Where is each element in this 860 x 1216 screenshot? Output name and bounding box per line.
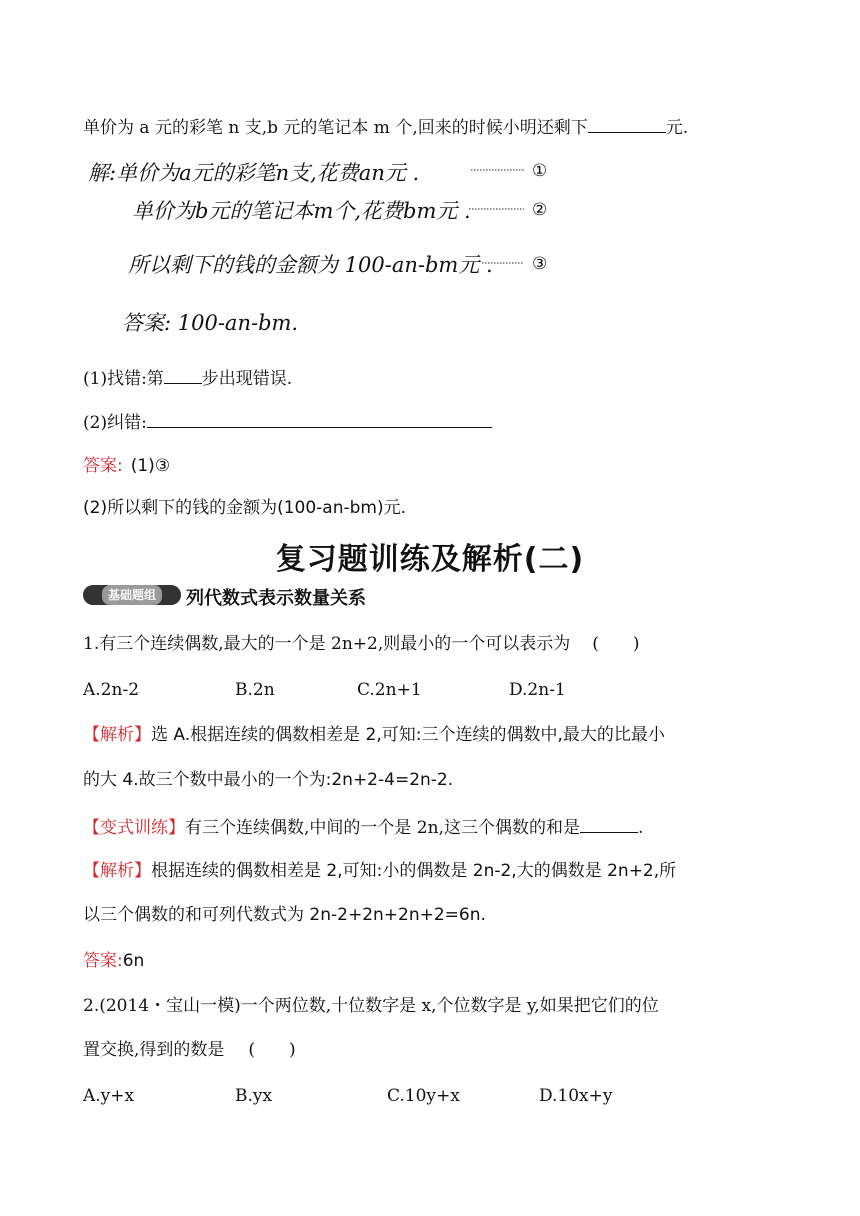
section-heading: 列代数式表示数量关系	[186, 588, 366, 609]
q1-variant-line	[83, 814, 643, 839]
q1-analysis-text1: 选 A.根据连续的偶数相差是 2,可知:三个连续的偶数中,最大的比最小	[151, 725, 665, 745]
q1-analysis-line1	[83, 724, 665, 746]
q1-stem: 1.有三个连续偶数,最大的一个是 2n+2,则最小的一个可以表示为	[83, 634, 571, 654]
variant-blank	[580, 814, 638, 833]
find-error-line	[83, 365, 292, 390]
q2-stem-text1: 2.(2014・宝山一模)一个两位数,十位数字是 x,个位数字是 y,如果把它们的位	[83, 996, 659, 1016]
answer-part2: (2)所以剩下的钱的金额为(100-an-bm)元.	[83, 498, 407, 518]
intro-text: 单价为 a 元的彩笔 n 支,b 元的笔记本 m 个,回来的时候小明还剩下	[83, 118, 588, 138]
section-tag-label: 基础题组	[102, 585, 162, 605]
handwritten-line-1: 解:单价为a元的彩笔n支,花费an元 .	[88, 161, 420, 185]
q1-variant-answer: 6n	[122, 951, 145, 971]
q1-option-d: D.2n-1	[509, 680, 566, 700]
step-mark-3: ③	[532, 254, 548, 274]
handwritten-line-4: 答案: 100-an-bm.	[122, 311, 299, 335]
q2-stem-line1	[83, 995, 659, 1017]
q1-variant-end: .	[637, 818, 644, 838]
q1-variant-text: 有三个连续偶数,中间的一个是 2n,这三个偶数的和是	[185, 818, 580, 838]
q2-option-d: D.10x+y	[539, 1086, 613, 1106]
q1-option-c: C.2n+1	[357, 680, 422, 700]
q1-variant-analysis-label: 【解析】	[83, 861, 151, 881]
q2-option-b: B.yx	[235, 1086, 273, 1106]
step-mark-1: ①	[532, 161, 548, 181]
q2-option-a: A.y+x	[83, 1086, 135, 1106]
correct-error-line	[83, 409, 492, 434]
q1-stem-line	[83, 633, 640, 655]
step-blank	[164, 365, 202, 384]
page-title: 复习题训练及解析(二)	[275, 542, 585, 577]
q1-paren: ( )	[592, 634, 640, 654]
q1-options	[83, 679, 661, 701]
handwritten-line-3: 所以剩下的钱的金额为 100-an-bm元 .	[128, 253, 493, 277]
q1-option-b: B.2n	[235, 680, 275, 700]
q2-paren: ( )	[248, 1040, 296, 1060]
q2-stem-text2: 置交换,得到的数是	[83, 1040, 225, 1060]
correction-blank	[147, 409, 492, 428]
q2-stem-line2	[83, 1039, 296, 1061]
q1-variant-analysis-line2	[83, 904, 486, 926]
q1-option-a: A.2n-2	[83, 680, 140, 700]
q1-variant-label: 【变式训练】	[83, 818, 185, 838]
intro-line	[83, 114, 688, 139]
handwritten-line-2: 单价为b元的笔记本m个,花费bm元 .	[132, 199, 471, 223]
q1-variant-analysis-line1	[83, 860, 676, 882]
intro-unit: 元.	[665, 118, 689, 138]
q2-option-c: C.10y+x	[387, 1086, 460, 1106]
handwritten-solution	[86, 152, 566, 342]
q1-analysis-line2	[83, 769, 453, 791]
q1-analysis-label: 【解析】	[83, 725, 151, 745]
find-error-prefix: (1)找错:第	[83, 369, 164, 389]
q1-variant-analysis-text1: 根据连续的偶数相差是 2,可知:小的偶数是 2n-2,大的偶数是 2n+2,所	[151, 861, 677, 881]
q1-variant-analysis-text2: 以三个偶数的和可列代数式为 2n-2+2n+2n+2=6n.	[83, 905, 486, 925]
answer-part1: (1)③	[130, 456, 171, 476]
step-mark-2: ②	[532, 200, 548, 220]
find-error-suffix: 步出现错误.	[201, 369, 293, 389]
q1-variant-answer-line	[83, 950, 144, 972]
q1-analysis-text2: 的大 4.故三个数中最小的一个为:2n+2-4=2n-2.	[83, 770, 454, 790]
section-tag	[83, 585, 181, 605]
q2-options	[83, 1085, 691, 1107]
answer-part2-line	[83, 497, 406, 519]
correct-error-label: (2)纠错:	[83, 413, 147, 433]
q1-variant-answer-label: 答案:	[83, 951, 123, 971]
answer-blank	[588, 114, 666, 133]
answer-label: 答案:	[83, 456, 123, 476]
answer-line	[83, 455, 170, 477]
